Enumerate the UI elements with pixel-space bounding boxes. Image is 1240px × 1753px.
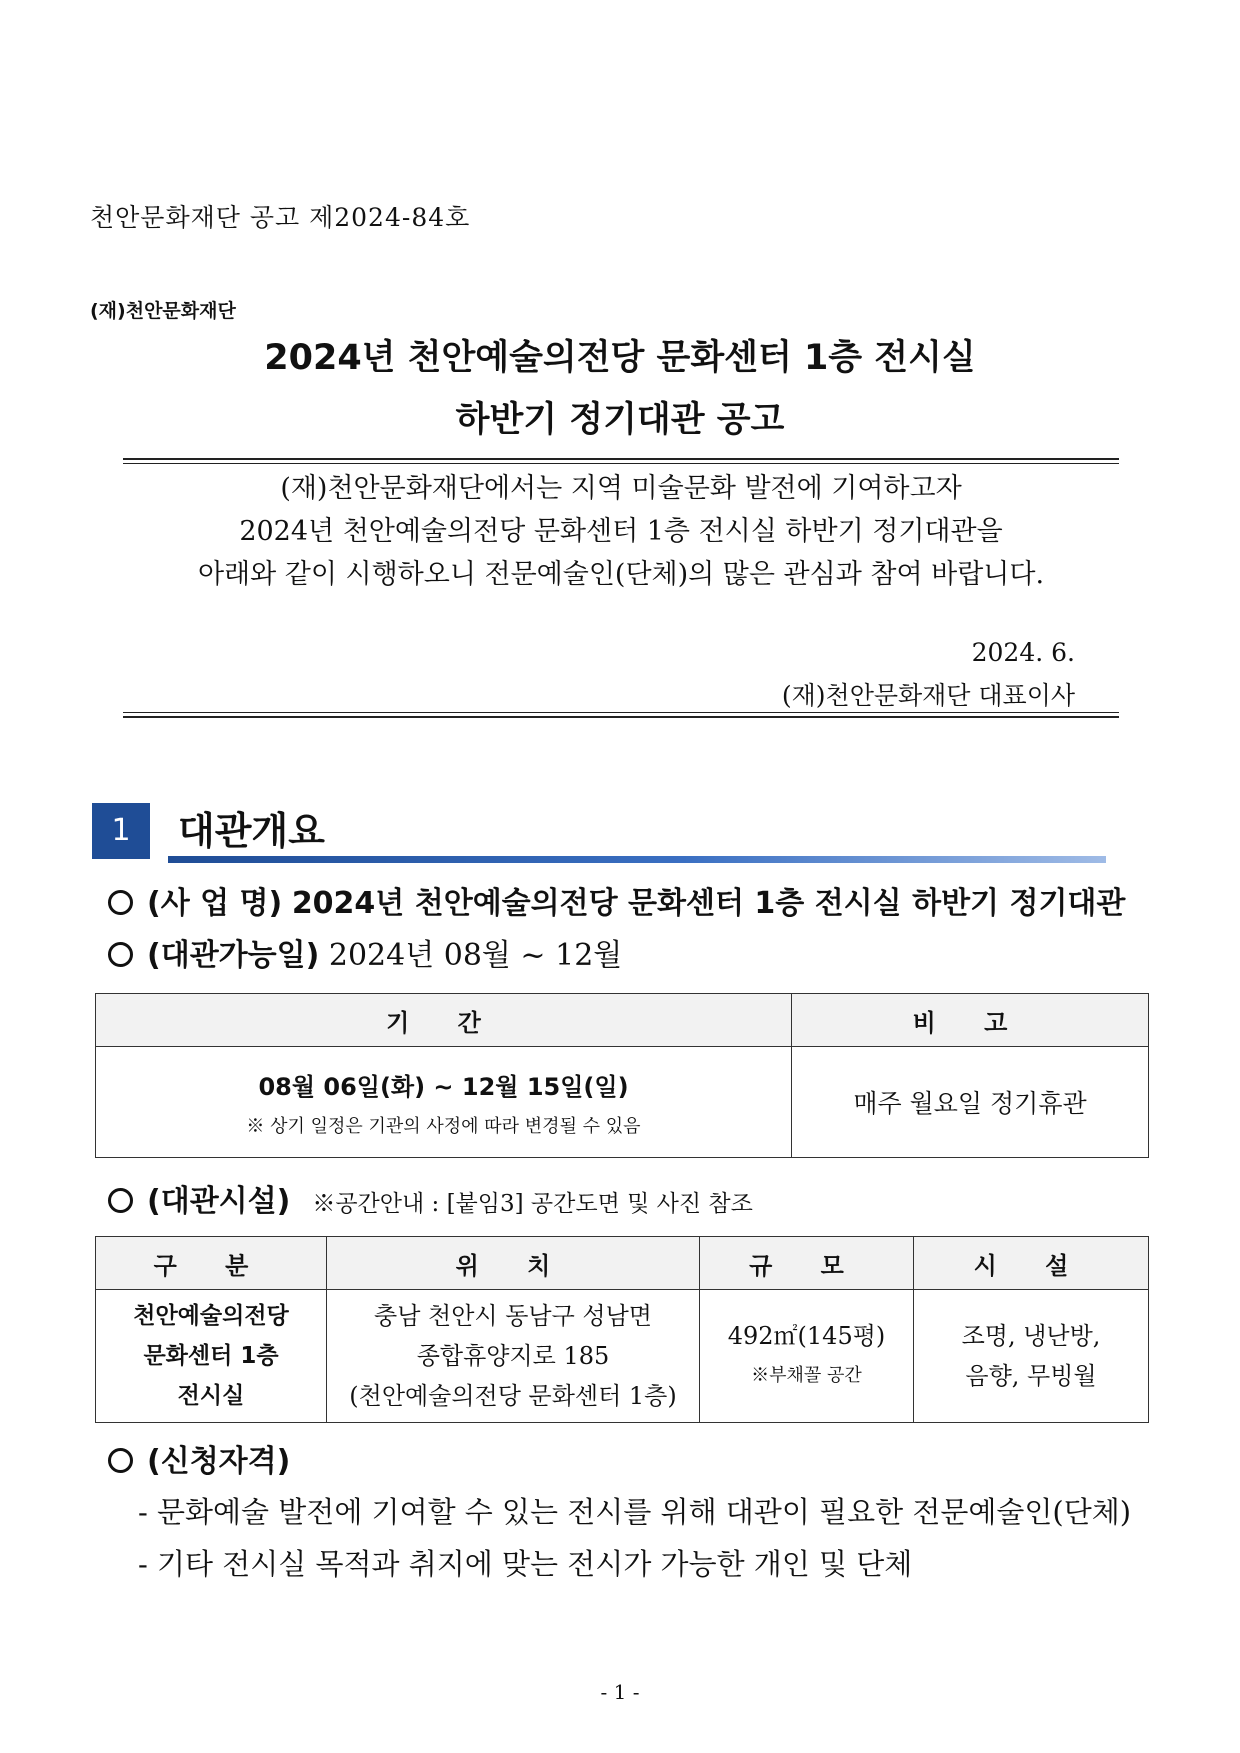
intro-line: (재)천안문화재단에서는 지역 미술문화 발전에 기여하고자 (280, 473, 962, 504)
top-rule-thin (123, 463, 1119, 464)
table-row (96, 1047, 1149, 1158)
venue-name-line: 문화센터 1층 (143, 1343, 279, 1369)
equipment-line: 조명, 냉난방, (961, 1322, 1101, 1350)
circle-bullet-icon (108, 890, 133, 915)
table-row (96, 1290, 1149, 1423)
circle-bullet-icon (108, 1448, 133, 1473)
circle-bullet-icon (108, 1188, 133, 1213)
facility-table (95, 1236, 1149, 1423)
facility-item (108, 1176, 753, 1220)
size-note: ※부채꼴 공간 (751, 1365, 862, 1386)
venue-name-line: 천안예술의전당 (133, 1303, 289, 1329)
bottom-rule-thin (123, 712, 1119, 713)
period-main: 08월 06일(화) ~ 12월 15일(일) (258, 1072, 629, 1101)
location-line: 종합휴양지로 185 (416, 1342, 610, 1370)
size-header: 규 모 (700, 1237, 914, 1290)
project-name-item (108, 878, 1125, 922)
available-dates-value: 2024년 08월 ~ 12월 (328, 938, 623, 973)
eligibility-list-item: - 기타 전시실 목적과 취지에 맞는 전시가 가능한 개인 및 단체 (138, 1547, 913, 1581)
category-header: 구 분 (96, 1237, 327, 1290)
size-cell (700, 1290, 914, 1423)
section-title: 대관개요 (178, 809, 325, 853)
facility-note: ※공간안내 : [붙임3] 공간도면 및 사진 참조 (312, 1191, 753, 1217)
circle-bullet-icon (108, 942, 133, 967)
location-cell (327, 1290, 700, 1423)
venue-name-line: 전시실 (177, 1383, 245, 1409)
page-number: - 1 - (600, 1680, 640, 1704)
period-header: 기 간 (96, 994, 792, 1047)
project-name-value: 2024년 천안예술의전당 문화센터 1층 전시실 하반기 정기대관 (291, 886, 1126, 921)
document-title-line2: 하반기 정기대관 공고 (455, 400, 785, 440)
equipment-line: 음향, 무빙월 (965, 1362, 1097, 1390)
remark-header: 비 고 (792, 994, 1149, 1047)
period-cell (96, 1047, 792, 1158)
location-header: 위 치 (327, 1237, 700, 1290)
period-note: ※ 상기 일정은 기관의 사정에 따라 변경될 수 있음 (246, 1115, 641, 1137)
size-main: 492㎡(145평) (727, 1322, 886, 1350)
table-header-row (96, 1237, 1149, 1290)
equipment-cell (914, 1290, 1149, 1423)
bottom-rule (123, 716, 1119, 718)
organization-label: (재)천안문화재단 (90, 300, 236, 322)
intro-line: 2024년 천안예술의전당 문화센터 1층 전시실 하반기 정기대관을 (239, 516, 1003, 547)
notice-number: 천안문화재단 공고 제2024-84호 (90, 203, 471, 232)
available-dates-label: (대관가능일) (147, 938, 320, 973)
equipment-header: 시 설 (914, 1237, 1149, 1290)
period-table (95, 993, 1149, 1158)
project-name-label: (사 업 명) (147, 886, 283, 921)
table-header-row (96, 994, 1149, 1047)
location-line: (천안예술의전당 문화센터 1층) (349, 1382, 677, 1410)
available-dates-item (108, 930, 622, 974)
eligibility-list-item: - 문화예술 발전에 기여할 수 있는 전시를 위해 대관이 필요한 전문예술인(단체) (138, 1495, 1132, 1529)
top-rule (123, 458, 1119, 460)
remark-cell: 매주 월요일 정기휴관 (792, 1047, 1149, 1158)
intro-line: 아래와 같이 시행하오니 전문예술인(단체)의 많은 관심과 참여 바랍니다. (197, 559, 1045, 590)
notice-date: 2024. 6. (971, 638, 1075, 667)
intro-paragraph (123, 467, 1119, 596)
location-line: 충남 천안시 동남구 성남면 (374, 1302, 652, 1330)
eligibility-label: (신청자격) (147, 1444, 291, 1479)
eligibility-item (108, 1436, 290, 1480)
section-number-badge: 1 (92, 803, 150, 859)
document-title-line1: 2024년 천안예술의전당 문화센터 1층 전시실 (264, 338, 976, 378)
notice-signer: (재)천안문화재단 대표이사 (781, 681, 1075, 710)
section-underline (168, 856, 1106, 863)
facility-label: (대관시설) (147, 1184, 291, 1219)
venue-name-cell (96, 1290, 327, 1423)
